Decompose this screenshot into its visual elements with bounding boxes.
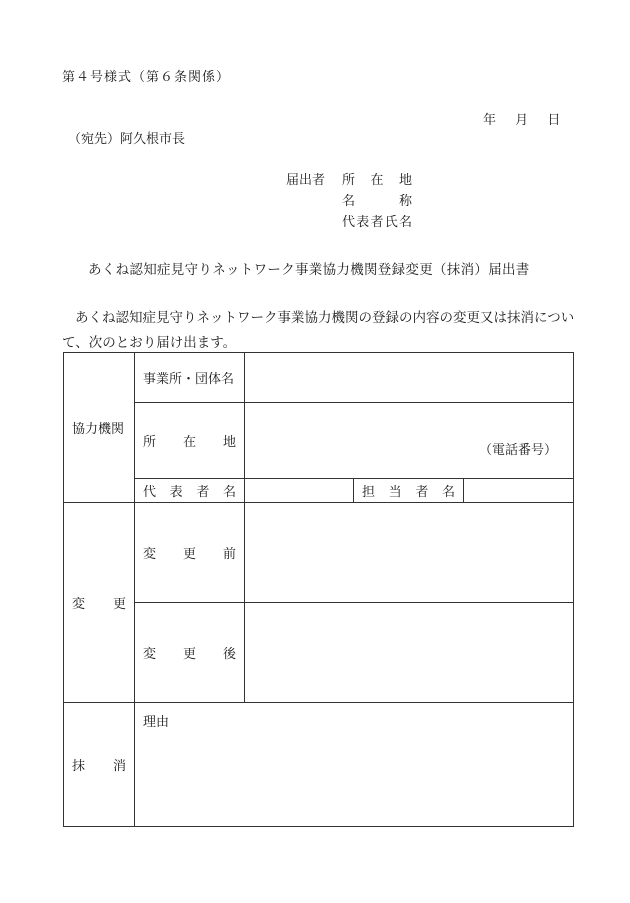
applicant-role-label: 届出者 bbox=[286, 173, 326, 188]
applicant-block bbox=[286, 170, 412, 233]
contact-person-field[interactable] bbox=[464, 479, 574, 503]
org-address-field[interactable] bbox=[245, 403, 574, 479]
table-row bbox=[64, 703, 574, 827]
applicant-address-label: 所在地 bbox=[342, 173, 412, 188]
before-change-label: 変更前 bbox=[135, 503, 245, 603]
table-row bbox=[64, 603, 574, 703]
office-name-field[interactable] bbox=[245, 353, 574, 403]
form-number: 第４号様式（第６条関係） bbox=[62, 70, 231, 85]
date-day-label: 日 bbox=[547, 113, 561, 128]
representative-field[interactable] bbox=[245, 479, 354, 503]
table-row bbox=[64, 479, 574, 503]
office-name-label: 事業所・団体名 bbox=[135, 353, 245, 403]
org-address-label: 所在地 bbox=[135, 403, 245, 479]
applicant-name-label: 名称 bbox=[342, 194, 412, 209]
table-row bbox=[64, 503, 574, 603]
date-line bbox=[483, 109, 573, 128]
cancellation-reason-field[interactable] bbox=[135, 703, 574, 827]
date-month-label: 月 bbox=[515, 113, 529, 128]
reason-label: 理由 bbox=[143, 715, 170, 730]
document-title: あくね認知症見守りネットワーク事業協力機関登録変更（抹消）届出書 bbox=[88, 262, 530, 278]
applicant-representative-label: 代表者氏名 bbox=[342, 215, 412, 230]
representative-label: 代表者名 bbox=[135, 479, 245, 503]
before-change-field[interactable] bbox=[245, 503, 574, 603]
intro-text bbox=[62, 306, 577, 356]
date-year-label: 年 bbox=[483, 113, 497, 128]
phone-number-label: （電話番号） bbox=[479, 443, 558, 458]
table-row bbox=[64, 353, 574, 403]
contact-person-label: 担当者名 bbox=[354, 479, 464, 503]
change-section-label: 変更 bbox=[64, 503, 135, 703]
addressee: （宛先）阿久根市長 bbox=[68, 132, 186, 147]
cancellation-section-label: 抹消 bbox=[64, 703, 135, 827]
table-row bbox=[64, 403, 574, 479]
after-change-label: 変更後 bbox=[135, 603, 245, 703]
intro-paragraph: あくね認知症見守りネットワーク事業協力機関の登録の内容の変更又は抹消について、次のとおり届け出ます。 bbox=[62, 310, 575, 351]
form-table bbox=[63, 352, 574, 827]
cooperating-org-section-label: 協力機関 bbox=[64, 353, 135, 503]
after-change-field[interactable] bbox=[245, 603, 574, 703]
